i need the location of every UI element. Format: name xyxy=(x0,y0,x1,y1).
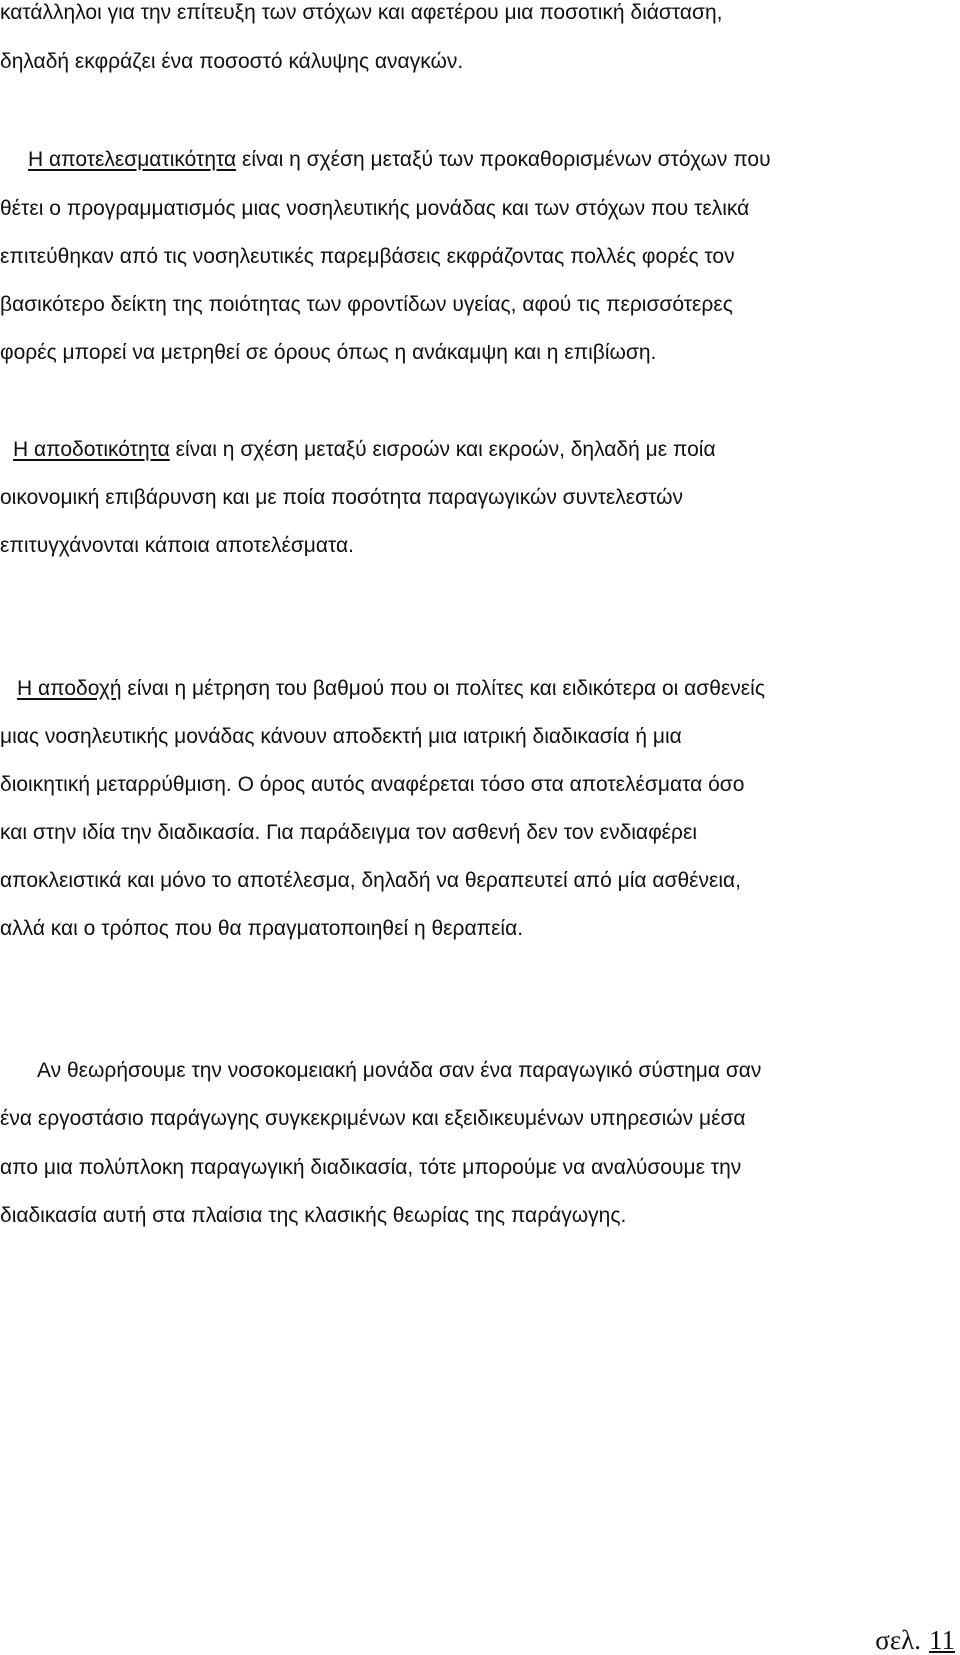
effectiveness-line-2: θέτει ο προγραμματισμός μιας νοσηλευτικής μονάδας και των στόχων που τελικά xyxy=(0,197,750,220)
acceptance-line-6: αλλά και ο τρόπος που θα πραγματοποιηθεί η θεραπεία. xyxy=(0,917,524,940)
acceptance-line-4: και στην ιδία την διαδικασία. Για παράδειγμα τον ασθενή δεν τον ενδιαφέρει xyxy=(0,821,698,844)
effectiveness-line-1-rest: είναι η σχέση μεταξύ των προκαθορισμένων στόχων που xyxy=(236,148,771,171)
acceptance-term: Η αποδοχή xyxy=(17,677,122,700)
efficiency-term: Η αποδοτικότητα xyxy=(13,438,170,461)
effectiveness-term: Η αποτελεσματικότητα xyxy=(28,148,237,171)
effectiveness-line-4: βασικότερο δείκτη της ποιότητας των φροντίδων υγείας, αφού τις περισσότερες xyxy=(0,293,733,316)
page-footer xyxy=(875,1625,955,1655)
page-label: σελ. xyxy=(875,1625,921,1655)
intro-line-1: κατάλληλοι για την επίτευξη των στόχων και αφετέρου μια ποσοτική διάσταση, xyxy=(0,1,723,24)
production-line-3: απο μια πολύπλοκη παραγωγική διαδικασία, τότε μπορούμε να αναλύσουμε την xyxy=(0,1156,742,1179)
efficiency-line-1-rest: είναι η σχέση μεταξύ εισροών και εκροών, δηλαδή με ποία xyxy=(169,438,716,461)
acceptance-line-1 xyxy=(17,676,765,702)
page-number: 11 xyxy=(929,1625,955,1655)
acceptance-line-2: μιας νοσηλευτικής μονάδας κάνουν αποδεκτή μια ιατρική διαδικασία ή μια xyxy=(0,725,682,748)
acceptance-line-3: διοικητική μεταρρύθμιση. Ο όρος αυτός αναφέρεται τόσο στα αποτελέσματα όσο xyxy=(0,773,745,796)
production-line-1: Αν θεωρήσουμε την νοσοκομειακή μονάδα σαν ένα παραγωγικό σύστημα σαν xyxy=(37,1059,762,1082)
production-line-4: διαδικασία αυτή στα πλαίσια της κλασικής θεωρίας της παράγωγης. xyxy=(0,1204,627,1227)
effectiveness-line-1 xyxy=(28,147,771,173)
effectiveness-line-3: επιτεύθηκαν από τις νοσηλευτικές παρεμβάσεις εκφράζοντας πολλές φορές τον xyxy=(0,245,735,268)
effectiveness-line-5: φορές μπορεί να μετρηθεί σε όρους όπως η ανάκαμψη και η επιβίωση. xyxy=(0,341,657,364)
efficiency-line-1 xyxy=(13,437,716,463)
acceptance-line-1-rest: είναι η μέτρηση του βαθμού που οι πολίτες και ειδικότερα οι ασθενείς xyxy=(121,677,765,700)
intro-line-2: δηλαδή εκφράζει ένα ποσοστό κάλυψης αναγκών. xyxy=(0,50,464,73)
acceptance-line-5: αποκλειστικά και μόνο το αποτέλεσμα, δηλαδή να θεραπευτεί από μία ασθένεια, xyxy=(0,869,741,892)
efficiency-line-3: επιτυγχάνονται κάποια αποτελέσματα. xyxy=(0,534,355,557)
production-line-2: ένα εργοστάσιο παράγωγης συγκεκριμένων και εξειδικευμένων υπηρεσιών μέσα xyxy=(0,1107,746,1130)
efficiency-line-2: οικονομική επιβάρυνση και με ποία ποσότητα παραγωγικών συντελεστών xyxy=(0,486,683,509)
